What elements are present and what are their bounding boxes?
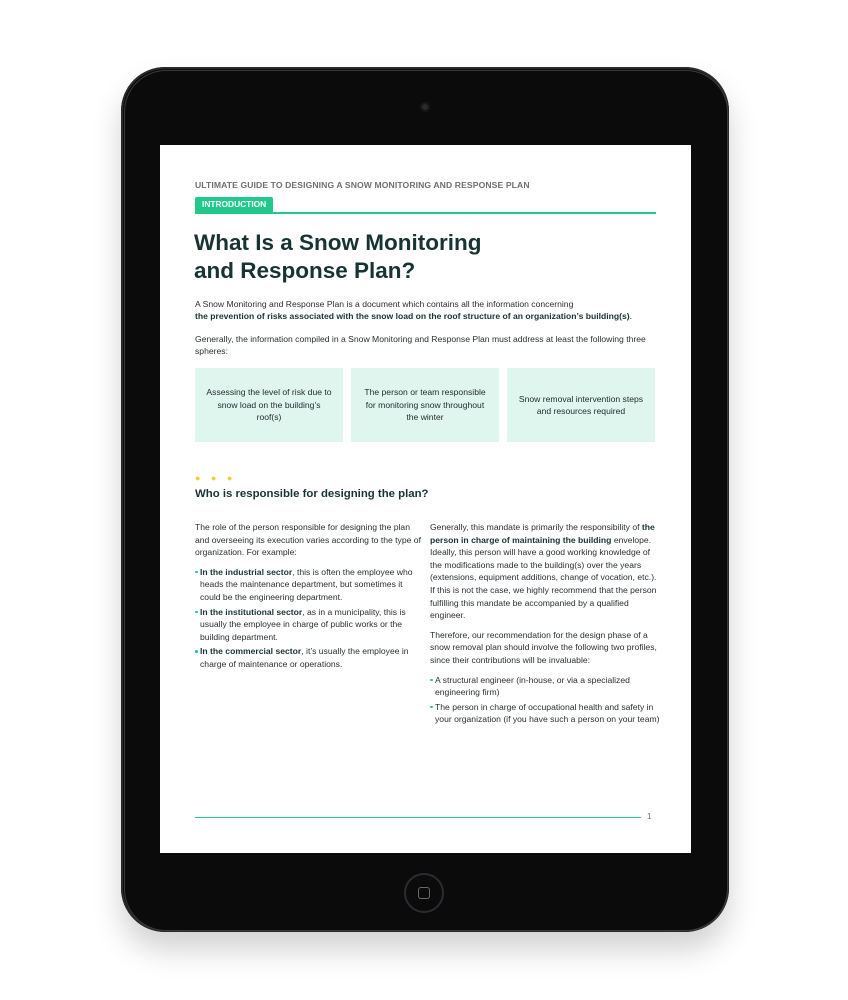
- document-page: [160, 145, 691, 853]
- list-item: [195, 645, 423, 670]
- right-p1-end: envelope. Ideally, this person will have a good working knowledge of the modifications made to the building(s) over the years (extensions, equipment additions, change of vocation, etc.). If this is not the case, we highly recommend that the person fulfilling this mandate be accompanied by a qualified engineer.: [430, 534, 657, 621]
- heading-line-2: and Response Plan?: [194, 258, 416, 283]
- right-p1-bold: the person in charge of maintaining the building: [430, 522, 655, 545]
- camera-icon: [420, 102, 430, 112]
- list-item: [195, 606, 423, 644]
- profile-list: [430, 674, 662, 726]
- guide-title: ULTIMATE GUIDE TO DESIGNING A SNOW MONITORING AND RESPONSE PLAN: [195, 180, 530, 190]
- sphere-box-2: [351, 368, 499, 442]
- intro-paragraph-2: Generally, the information compiled in a Snow Monitoring and Response Plan must address at least the following three spheres:: [195, 334, 646, 356]
- page-number: 1: [647, 812, 652, 821]
- home-square-icon: [418, 887, 430, 899]
- intro1-end: .: [629, 311, 633, 321]
- home-button[interactable]: [404, 873, 444, 913]
- sector-list: [195, 566, 423, 671]
- page-heading: [194, 229, 614, 285]
- section-tag: INTRODUCTION: [195, 197, 273, 212]
- footer-rule: [195, 817, 641, 818]
- right-p1-start: Generally, this mandate is primarily the responsibility of: [430, 522, 642, 532]
- list-item: A structural engineer (in-house, or via a specialized engineering firm): [430, 674, 662, 699]
- decorative-dots: ● ● ●: [195, 473, 237, 483]
- item-bold: In the institutional sector: [200, 606, 303, 617]
- intro1-text: A Snow Monitoring and Response Plan is a document which contains all the information concerning: [195, 299, 574, 309]
- sphere-box-3: [507, 368, 655, 442]
- intro1-bold: the prevention of risks associated with the snow load on the roof structure of an organization’s building(s): [195, 311, 630, 321]
- heading-line-1: What Is a Snow Monitoring: [194, 230, 482, 255]
- sphere-text-1: Assessing the level of risk due to snow load on the building’s roof(s): [206, 387, 332, 423]
- subheading: Who is responsible for designing the plan?: [195, 488, 429, 500]
- item-text: , as in a municipality, this is usually the employee in charge of public works or the building department.: [200, 606, 406, 642]
- left-intro: The role of the person responsible for designing the plan and overseeing its execution varies according to the type of organization. For example:: [195, 522, 421, 558]
- left-column: [195, 521, 423, 673]
- item-text: , this is often the employee who heads the maintenance department, but sometimes it could be the engineering department.: [200, 566, 413, 602]
- sphere-text-3: Snow removal intervention steps and resources required: [518, 393, 644, 416]
- right-paragraph-2: Therefore, our recommendation for the design phase of a snow removal plan should involve the following two profiles, since their contributions will be invaluable:: [430, 629, 657, 665]
- section-rule: [195, 212, 656, 214]
- list-item: The person in charge of occupational health and safety in your organization (if you have such a person on your team): [430, 701, 662, 726]
- sphere-text-2: The person or team responsible for monitoring snow throughout the winter: [364, 387, 486, 423]
- item-bold: In the industrial sector: [200, 566, 293, 577]
- sphere-box-1: [195, 368, 343, 442]
- right-column: [430, 521, 662, 728]
- intro-paragraph-1: [195, 298, 665, 322]
- item-bold: In the commercial sector: [200, 646, 302, 657]
- list-item: [195, 566, 423, 604]
- right-paragraph-1: [430, 521, 662, 622]
- item-text: , it’s usually the employee in charge of maintenance or operations.: [200, 646, 409, 669]
